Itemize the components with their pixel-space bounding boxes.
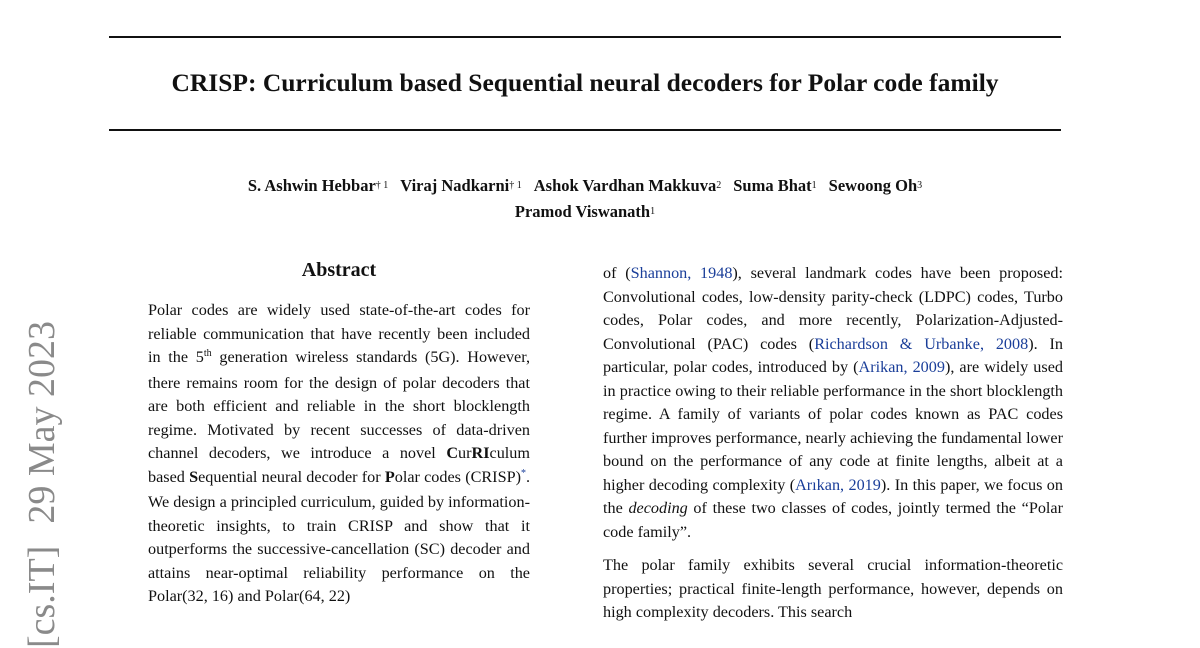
intro-paragraph: The polar family exhibits several crucial information-theoretic properties; practical finite-length performance, however, depends on high complexity decoders. This search	[603, 556, 1063, 621]
citation-link[interactable]: Arıkan, 2019	[795, 475, 881, 494]
abstract-heading: Abstract	[301, 259, 377, 281]
title-bottom-rule	[109, 129, 1061, 131]
paper-title: CRISP: Curriculum based Sequential neural decoders for Polar code family	[171, 68, 999, 97]
author: Ashok Vardhan Makkuva$^2$	[533, 176, 722, 195]
citation-link[interactable]: Richardson & Urbanke, 2008	[814, 334, 1029, 353]
author-list	[0, 174, 1170, 226]
citation-link[interactable]: Shannon, 1948	[630, 264, 733, 282]
footnote-link[interactable]: *	[520, 467, 526, 479]
author: Viraj Nadkarni$^{\dagger 1}$	[400, 176, 522, 195]
author: Suma Bhat$^1$	[733, 176, 817, 195]
arxiv-sidebar-stamp	[18, 308, 66, 648]
arxiv-category: [cs.IT]	[21, 545, 63, 648]
top-rule	[109, 36, 1061, 38]
author: Sewoong Oh$^3$	[828, 176, 923, 195]
intro-column	[603, 262, 1063, 625]
arxiv-date: 29 May 2023	[21, 321, 63, 524]
author: Pramod Viswanath$^1$	[514, 202, 656, 221]
citation-link[interactable]: Arikan, 2009	[858, 358, 945, 376]
intro-paragraph: of (Shannon, 1948), several landmark codes have been proposed: Convolutional codes, low-density parity-check (LDPC) codes, Turbo codes, Polar codes, and more recently, Polarization-Adjusted-Convolutional (PAC) codes (Richardson & Urbanke, 2008). In particular, polar codes, introduced by (Arikan, 2009), are widely used in practice owing to their reliable performance in the short blocklength regime. A family of variants of polar codes known as PAC codes further improves performance, nearly achieving the fundamental lower bound on the performance of any code at finite lengths, albeit at a higher decoding complexity (Arıkan, 2019). In this paper, we focus on the decoding of these two classes of codes, jointly termed the “Polar code family”.	[603, 264, 1064, 541]
author: S. Ashwin Hebbar$^{\dagger 1}$	[247, 176, 389, 195]
abstract-body: Polar codes are widely used state-of-the-art codes for reliable communication that have recently been included in the 5th generation wireless standards (5G). However, there remains room for the design of polar decoders that are both efficient and reliable in the short blocklength regime. Motivated by recent successes of data-driven channel decoders, we introduce a novel CurRIculum based Sequential neural decoder for Polar codes (CRISP)*. We design a principled curriculum, guided by information-theoretic insights, to train CRISP and show that it outperforms the successive-cancellation (SC) decoder and attains near-optimal reliability performance on the Polar(32, 16) and Polar(64, 22)	[148, 301, 531, 605]
